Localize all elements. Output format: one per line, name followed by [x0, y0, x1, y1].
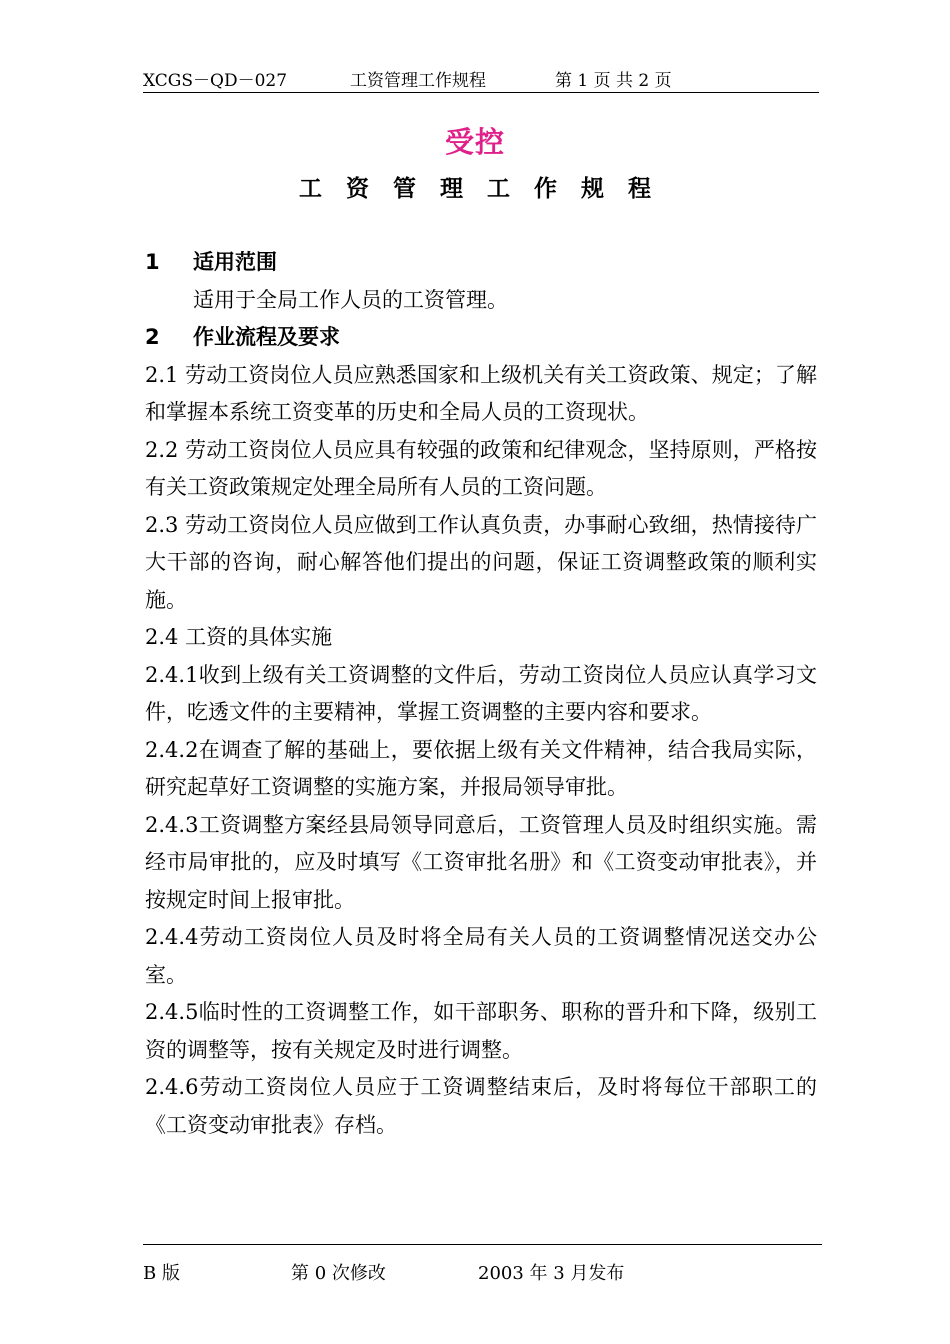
paragraph: 2.4.2在调查了解的基础上，要依据上级有关文件精神，结合我局实际，研究起草好工资调整的实施方案，并报局领导审批。: [145, 737, 817, 799]
paragraph: 2.3 劳动工资岗位人员应做到工作认真负责，办事耐心致细，热情接待广大干部的咨询，耐心解答他们提出的问题，保证工资调整政策的顺利实施。: [145, 512, 817, 612]
header-title: 工资管理工作规程: [350, 71, 486, 91]
section-heading: [145, 319, 817, 357]
section-title: 作业流程及要求: [193, 325, 340, 349]
paragraph: 2.4.5临时性的工资调整工作，如干部职务、职称的晋升和下降，级别工资的调整等，按有关规定及时进行调整。: [145, 1000, 817, 1062]
release-date: 2003 年 3 月发布: [478, 1263, 625, 1284]
paragraph: 2.4.3工资调整方案经县局领导同意后，工资管理人员及时组织实施。需经市局审批的，应及时填写《工资审批名册》和《工资变动审批表》，并按规定时间上报审批。: [145, 812, 817, 912]
section-number: 1: [145, 250, 160, 274]
document-code: XCGS－QD－027: [143, 71, 288, 91]
document-title: 工资管理工作规程: [299, 176, 675, 202]
revision-label: 第 0 次修改: [291, 1263, 386, 1284]
paragraph: 2.4.1收到上级有关工资调整的文件后，劳动工资岗位人员应认真学习文件，吃透文件的主要精神，掌握工资调整的主要内容和要求。: [145, 662, 817, 724]
version-label: B 版: [143, 1263, 180, 1284]
paragraph: 2.4 工资的具体实施: [145, 625, 333, 649]
section-title: 适用范围: [193, 250, 277, 274]
paragraph: 2.4.4劳动工资岗位人员及时将全局有关人员的工资调整情况送交办公室。: [145, 925, 817, 987]
page-footer: [143, 1244, 822, 1284]
paragraph: 2.1 劳动工资岗位人员应熟悉国家和上级机关有关工资政策、规定；了解和掌握本系统工资变革的历史和全局人员的工资现状。: [145, 362, 817, 424]
paragraph: 2.2 劳动工资岗位人员应具有较强的政策和纪律观念，坚持原则，严格按有关工资政策规定处理全局所有人员的工资问题。: [145, 437, 817, 499]
page-header: [143, 64, 819, 93]
paragraph: 适用于全局工作人员的工资管理。: [193, 287, 508, 312]
section-number: 2: [145, 325, 160, 349]
controlled-stamp: 受控: [444, 125, 505, 159]
page-number: 第 1 页 共 2 页: [555, 71, 672, 91]
section-heading: [145, 244, 817, 282]
paragraph: 2.4.6劳动工资岗位人员应于工资调整结束后，及时将每位干部职工的《工资变动审批表》存档。: [145, 1075, 817, 1137]
document-body: [145, 244, 817, 1144]
